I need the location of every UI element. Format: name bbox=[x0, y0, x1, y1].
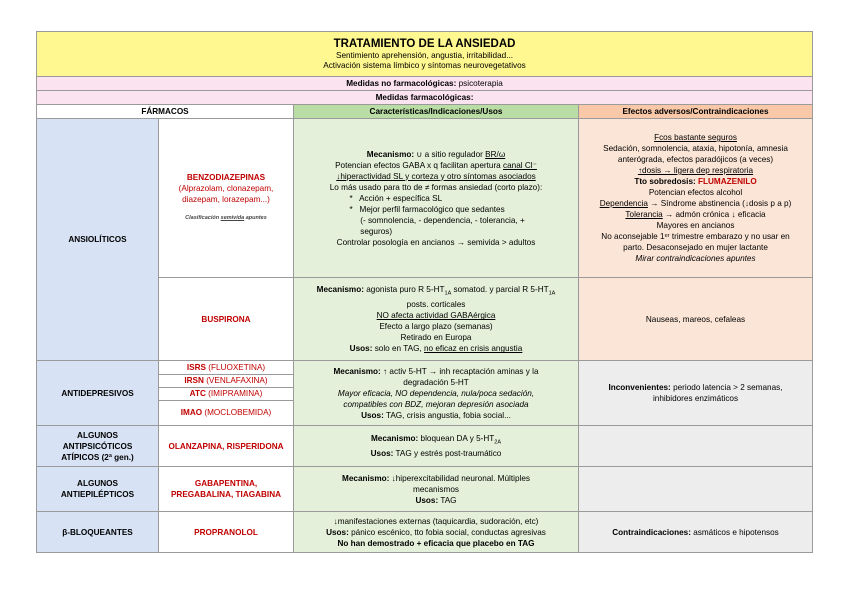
benzo-adv-7-u: Tolerancia bbox=[625, 210, 663, 219]
buspirona-line2: NO afecta actividad GABAérgica bbox=[376, 311, 496, 321]
antidep-mec-text: ↑ activ 5-HT → inh recaptación aminas y la bbox=[380, 366, 539, 376]
pharm-row bbox=[37, 91, 813, 105]
benzo-note-u: semivida bbox=[220, 215, 245, 221]
antidepresivos-characteristics bbox=[294, 361, 579, 426]
imao-name: (MOCLOBEMIDA) bbox=[204, 407, 272, 417]
antiepil-mec-2: mecanismos bbox=[413, 484, 459, 494]
antidep-line2: Mayor eficacia, NO dependencia, nula/poca sedación, bbox=[337, 388, 535, 398]
benzo-mec-u: BR/ω bbox=[485, 149, 506, 159]
benzo-line4: Lo más usado para tto de ≠ formas ansiedad (corto plazo): bbox=[329, 182, 543, 192]
atc-abbr: ATC bbox=[189, 388, 206, 398]
buspirona-usos-u: no eficaz en crisis angustia bbox=[424, 344, 523, 354]
antidep-mec-label: Mecanismo: bbox=[333, 366, 381, 376]
benzo-name: BENZODIAZEPINAS bbox=[186, 173, 266, 182]
benzo-note-a: Clasificación bbox=[185, 215, 221, 221]
drug-atc bbox=[159, 388, 293, 401]
buspirona-line3: Efecto a largo plazo (semanas) bbox=[379, 322, 493, 332]
benzo-adv-4 bbox=[582, 176, 809, 187]
buspirona-line4: Retirado en Europa bbox=[400, 333, 472, 343]
benzo-bullet-2: * Mejor perfil farmacológico que sedantes bbox=[347, 204, 505, 214]
betabloqueantes-row bbox=[37, 512, 813, 553]
benzo-note bbox=[162, 213, 290, 224]
title-row bbox=[37, 32, 813, 77]
beta-usos-label: Usos: bbox=[326, 527, 349, 537]
antipsic-mec-label: Mecanismo: bbox=[370, 433, 419, 443]
beta-line3: No han demostrado + eficacia que placebo en TAG bbox=[337, 538, 535, 548]
benzo-adv-4-label: Tto sobredosis: bbox=[634, 177, 696, 186]
title-block bbox=[37, 32, 813, 77]
benzo-adv-1: Sedación, somnolencia, ataxia, hipotonía, amnesia bbox=[603, 144, 788, 153]
drug-antipsicoticos: OLANZAPINA, RISPERIDONA bbox=[159, 426, 294, 467]
antidep-adv-1 bbox=[582, 382, 809, 393]
antipsic-cat-2: ANTIPSICÓTICOS bbox=[62, 441, 133, 451]
antiepil-mec-text: ↓hiperexcitabilidad neuronal. Múltiples bbox=[389, 473, 530, 483]
benzo-bullets bbox=[347, 193, 525, 237]
antidepresivos-row bbox=[37, 361, 813, 426]
benzo-adv-9: No aconsejable 1ᵉʳ trimestre embarazo y no usar en bbox=[601, 232, 790, 241]
drug-irsn bbox=[159, 375, 293, 388]
imao-abbr: IMAO bbox=[180, 407, 203, 417]
antidepresivos-adverse bbox=[579, 361, 813, 426]
antidep-adv-2: inhibidores enzimáticos bbox=[652, 394, 739, 403]
benzo-bullet-1: * Acción + específica SL bbox=[347, 193, 443, 203]
buspirona-mec-b: somatod. y parcial R 5-HT bbox=[451, 284, 549, 294]
benzo-bullet-2-text: Mejor perfil farmacológico que sedantes bbox=[359, 204, 505, 214]
anxiety-treatment-table bbox=[36, 31, 813, 553]
buspirona-mec-sub: 1A bbox=[444, 290, 452, 297]
buspirona-line1: posts. corticales bbox=[406, 300, 466, 310]
benzo-adv-11: Mirar contraindicaciones apuntes bbox=[635, 254, 756, 263]
atc-name: (IMIPRAMINA) bbox=[208, 388, 263, 398]
drug-propranolol: PROPRANOLOL bbox=[159, 512, 294, 553]
benzo-line5: Controlar posología en ancianos → semivida > adultos bbox=[336, 237, 536, 247]
beta-adv-label: Contraindicaciones: bbox=[612, 527, 691, 537]
irsn-name: (VENLAFAXINA) bbox=[206, 375, 268, 385]
benzo-bullet-2c: seguros) bbox=[360, 226, 393, 236]
col-header-adverse: Efectos adversos/Contraindicaciones bbox=[579, 105, 813, 119]
benzo-line3: ↓hiperactividad SL y corteza y otro síntomas asociados bbox=[336, 171, 536, 181]
benzo-bullet-2b: (- somnolencia, - dependencia, - tolerancia, + bbox=[360, 215, 525, 225]
antiepil-cat-1: ALGUNOS bbox=[77, 479, 118, 488]
benzo-adv-2: anterógrada, efectos paradójicos (a veces) bbox=[617, 155, 774, 164]
antipsicoticos-adverse bbox=[579, 426, 813, 467]
benzo-mec-label: Mecanismo: bbox=[366, 149, 415, 159]
antipsicoticos-characteristics bbox=[294, 426, 579, 467]
benzo-line2-u: canal Cl⁻ bbox=[503, 160, 537, 170]
benzo-row bbox=[37, 119, 813, 278]
benzo-examples-1: (Alprazolam, clonazepam, bbox=[178, 184, 274, 193]
antidep-mechanism bbox=[297, 366, 575, 377]
benzo-bullet-1-text: Acción + específica SL bbox=[359, 193, 443, 203]
buspirona-characteristics bbox=[294, 278, 579, 361]
antiepil-usos bbox=[297, 495, 575, 506]
buspirona-mec-sub2: 1A bbox=[548, 290, 556, 297]
beta-usos-text: pánico escénico, tto fobia social, conductas agresivas bbox=[348, 527, 546, 537]
antidep-adv-label: Inconvenientes: bbox=[608, 383, 671, 392]
nonpharm-cell bbox=[37, 77, 813, 91]
benzo-adv-7-rest: → admón crónica ↓ eficacia bbox=[662, 210, 766, 219]
buspirona-mechanism bbox=[297, 284, 575, 300]
drug-imao bbox=[159, 401, 293, 425]
category-antipsicoticos bbox=[37, 426, 159, 467]
col-header-characteristics: Características/Indicaciones/Usos bbox=[294, 105, 579, 119]
antiepil-usos-label: Usos: bbox=[415, 495, 439, 505]
drug-benzodiazepinas bbox=[159, 119, 294, 278]
benzo-adv-6-rest: → Síndrome abstinencia (↓dosis p a p) bbox=[647, 199, 792, 208]
antipsic-cat-1: ALGUNOS bbox=[77, 430, 118, 440]
buspirona-mec-label: Mecanismo: bbox=[316, 284, 364, 294]
benzo-line2-a: Potencian efectos GABA x q facilitan apertura bbox=[335, 160, 504, 170]
buspirona-adverse: Nauseas, mareos, cefaleas bbox=[579, 278, 813, 361]
drug-antiepilepticos bbox=[159, 467, 294, 512]
antiepilepticos-row bbox=[37, 467, 813, 512]
drug-antidepresivos bbox=[159, 361, 294, 426]
subtitle-2: Activación sistema límbico y síntomas neurovegetativos bbox=[323, 61, 526, 70]
antipsic-mechanism bbox=[297, 433, 575, 449]
benzo-adv-3: ↑dosis → ligera dep respiratoria bbox=[637, 166, 754, 175]
antidep-line1: degradación 5-HT bbox=[403, 377, 469, 387]
pharm-cell bbox=[37, 91, 813, 105]
benzo-adv-6 bbox=[582, 198, 809, 209]
benzo-note-b: apuntes bbox=[244, 215, 267, 221]
benzo-adv-8: Mayores en ancianos bbox=[656, 221, 735, 230]
nonpharm-label: Medidas no farmacológicas: bbox=[346, 79, 457, 88]
antipsicoticos-row bbox=[37, 426, 813, 467]
antiepil-cat-2: ANTIEPILÉPTICOS bbox=[60, 490, 135, 499]
benzo-adverse bbox=[579, 119, 813, 278]
antidep-line3: compatibles con BDZ, mejoran depresión asociada bbox=[343, 399, 529, 409]
antiepil-drugs-2: PREGABALINA, TIAGABINA bbox=[170, 490, 282, 499]
category-antidepresivos: ANTIDEPRESIVOS bbox=[37, 361, 159, 426]
benzo-adv-10: parto. Desaconsejado en mujer lactante bbox=[623, 243, 768, 252]
betabloqueantes-characteristics bbox=[294, 512, 579, 553]
benzo-adv-title: Fcos bastante seguros bbox=[654, 133, 737, 142]
beta-usos bbox=[297, 527, 575, 538]
antipsic-mec-text: bloquean DA y 5-HT bbox=[418, 433, 495, 443]
category-ansioliticos: ANSIOLÍTICOS bbox=[37, 119, 159, 361]
antidep-adv-text: periodo latencia > 2 semanas, bbox=[670, 383, 783, 392]
antiepilepticos-characteristics bbox=[294, 467, 579, 512]
benzo-adv-7 bbox=[582, 209, 809, 220]
category-antiepilepticos bbox=[37, 467, 159, 512]
benzo-mec-a: ∪ a sitio regulador bbox=[414, 149, 486, 159]
antiepil-mechanism bbox=[297, 473, 575, 484]
antipsic-usos-text: TAG y estrés post-traumático bbox=[393, 449, 502, 459]
beta-line1: ↓manifestaciones externas (taquicardia, sudoración, etc) bbox=[333, 516, 539, 526]
isrs-abbr: ISRS bbox=[186, 362, 206, 372]
beta-adv-text: asmáticos e hipotensos bbox=[690, 527, 779, 537]
betabloqueantes-adverse bbox=[579, 512, 813, 553]
isrs-name: (FLUOXETINA) bbox=[208, 362, 266, 372]
antiepil-drugs-1: GABAPENTINA, bbox=[194, 479, 258, 488]
buspirona-usos-a: solo en TAG, bbox=[372, 344, 424, 354]
antiepilepticos-adverse bbox=[579, 467, 813, 512]
antidep-usos-text: TAG, crisis angustia, fobia social... bbox=[383, 410, 511, 420]
benzo-line2 bbox=[297, 160, 575, 171]
antipsic-cat-3: ATÍPICOS (2ª gen.) bbox=[61, 452, 134, 462]
antidep-usos bbox=[297, 410, 575, 421]
benzo-mechanism bbox=[297, 149, 575, 160]
irsn-abbr: IRSN bbox=[184, 375, 204, 385]
drug-isrs bbox=[159, 362, 293, 375]
buspirona-usos-label: Usos: bbox=[349, 344, 373, 354]
antipsic-usos bbox=[297, 448, 575, 459]
benzo-examples-2: diazepam, lorazepam...) bbox=[182, 195, 270, 204]
nonpharm-row bbox=[37, 77, 813, 91]
buspirona-mec-a: agonista puro R 5-HT bbox=[363, 284, 445, 294]
pharm-label: Medidas farmacológicas: bbox=[375, 93, 474, 102]
subtitle-1: Sentimiento aprehensión, angustia, irritabilidad... bbox=[335, 50, 514, 60]
benzo-adv-6-u: Dependencia bbox=[599, 199, 648, 208]
nonpharm-value: psicoterapia bbox=[458, 79, 503, 88]
benzo-adv-4-value: FLUMAZENILO bbox=[698, 177, 757, 186]
column-header-row bbox=[37, 105, 813, 119]
category-betabloqueantes: β-BLOQUEANTES bbox=[37, 512, 159, 553]
antiepil-usos-text: TAG bbox=[438, 495, 457, 505]
antiepil-mec-label: Mecanismo: bbox=[342, 473, 390, 483]
page-title: TRATAMIENTO DE LA ANSIEDAD bbox=[333, 37, 516, 50]
buspirona-usos bbox=[297, 343, 575, 354]
antipsic-mec-sub: 2A bbox=[494, 439, 502, 446]
antipsic-usos-label: Usos: bbox=[370, 449, 394, 459]
benzo-characteristics bbox=[294, 119, 579, 278]
antidep-usos-label: Usos: bbox=[361, 410, 384, 420]
col-header-drugs: FÁRMACOS bbox=[37, 105, 294, 119]
drug-buspirona: BUSPIRONA bbox=[159, 278, 294, 361]
benzo-adv-5: Potencian efectos alcohol bbox=[648, 188, 743, 197]
